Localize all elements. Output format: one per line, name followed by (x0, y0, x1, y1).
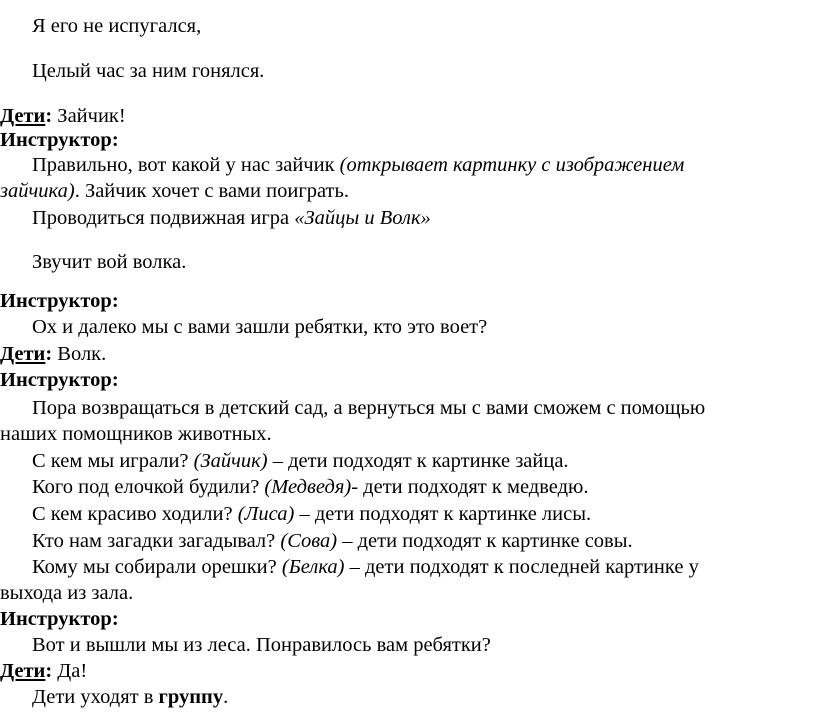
speech-text: – дети подходят к картинке совы. (337, 530, 633, 552)
paragraph-line (32, 449, 569, 473)
paragraph-line (32, 502, 591, 526)
paragraph-line (32, 529, 633, 553)
speaker-label: Инструктор: (0, 369, 119, 391)
paragraph-line (0, 179, 349, 203)
speech-text: Кого под елочкой будили? (32, 476, 265, 498)
speaker-label: Дети (0, 105, 46, 127)
speech-text: . (223, 686, 229, 708)
paragraph-line: выхода из зала. (0, 582, 134, 604)
paragraph-line: Звучит вой волка. (32, 251, 187, 273)
emphasis-text: группу (158, 686, 224, 708)
speaker-line (0, 342, 106, 366)
paragraph-line (32, 685, 228, 709)
speech-text: Кому мы собирали орешки? (32, 556, 282, 578)
answer-text: (Сова) (280, 530, 338, 552)
speaker-colon: : (45, 660, 53, 682)
speech-text: . Зайчик хочет с вами поиграть. (74, 180, 349, 202)
paragraph-line: наших помощников животных. (0, 423, 272, 445)
speaker-colon: : (45, 343, 53, 365)
speech-text: – дети подходят к картинке лисы. (294, 503, 592, 525)
speaker-label: Инструктор: (0, 608, 119, 630)
answer-text: (Белка) (281, 556, 345, 578)
speaker-line (0, 659, 87, 683)
answer-text: (Лиса) (237, 503, 295, 525)
speaker-label: Инструктор: (0, 129, 119, 151)
answer-text: (Медведя) (264, 476, 352, 498)
speech-text: Волк. (52, 343, 107, 365)
paragraph-line: Пора возвращаться в детский сад, а вернуться мы с вами сможем с помощью (32, 397, 706, 419)
speech-text: – дети подходят к последней картинке у (344, 556, 699, 578)
speaker-label: Инструктор: (0, 290, 119, 312)
speech-text: Кто нам загадки загадывал? (32, 530, 281, 552)
speech-text: Зайчик! (52, 105, 126, 127)
speaker-line (0, 104, 126, 128)
paragraph-line (32, 555, 699, 579)
speech-text: – дети подходят к картинке зайца. (267, 450, 569, 472)
speech-text: Дети уходят в (32, 686, 159, 708)
speech-text: С кем мы играли? (32, 450, 194, 472)
poem-line: Я его не испугался, (32, 15, 202, 37)
paragraph-line: Ох и далеко мы с вами зашли ребятки, кто это воет? (32, 316, 488, 338)
speaker-label: Дети (0, 660, 46, 682)
stage-direction: (открывает картинку с изображением (339, 154, 685, 176)
paragraph-line (32, 475, 588, 499)
speech-text: С кем красиво ходили? (32, 503, 238, 525)
paragraph-line (32, 206, 431, 230)
paragraph-line (32, 153, 684, 177)
speaker-colon: : (45, 105, 53, 127)
game-title: «Зайцы и Волк» (294, 207, 431, 229)
answer-text: (Зайчик) (193, 450, 268, 472)
speech-text: Правильно, вот какой у нас зайчик (32, 154, 340, 176)
paragraph-line: Вот и вышли мы из леса. Понравилось вам ребятки? (32, 634, 491, 656)
stage-direction: зайчика) (0, 180, 75, 202)
speech-text: Да! (52, 660, 88, 682)
speech-text: Проводиться подвижная игра (32, 207, 295, 229)
speech-text: - дети подходят к медведю. (351, 476, 589, 498)
speaker-label: Дети (0, 343, 46, 365)
poem-line: Целый час за ним гонялся. (32, 60, 265, 82)
